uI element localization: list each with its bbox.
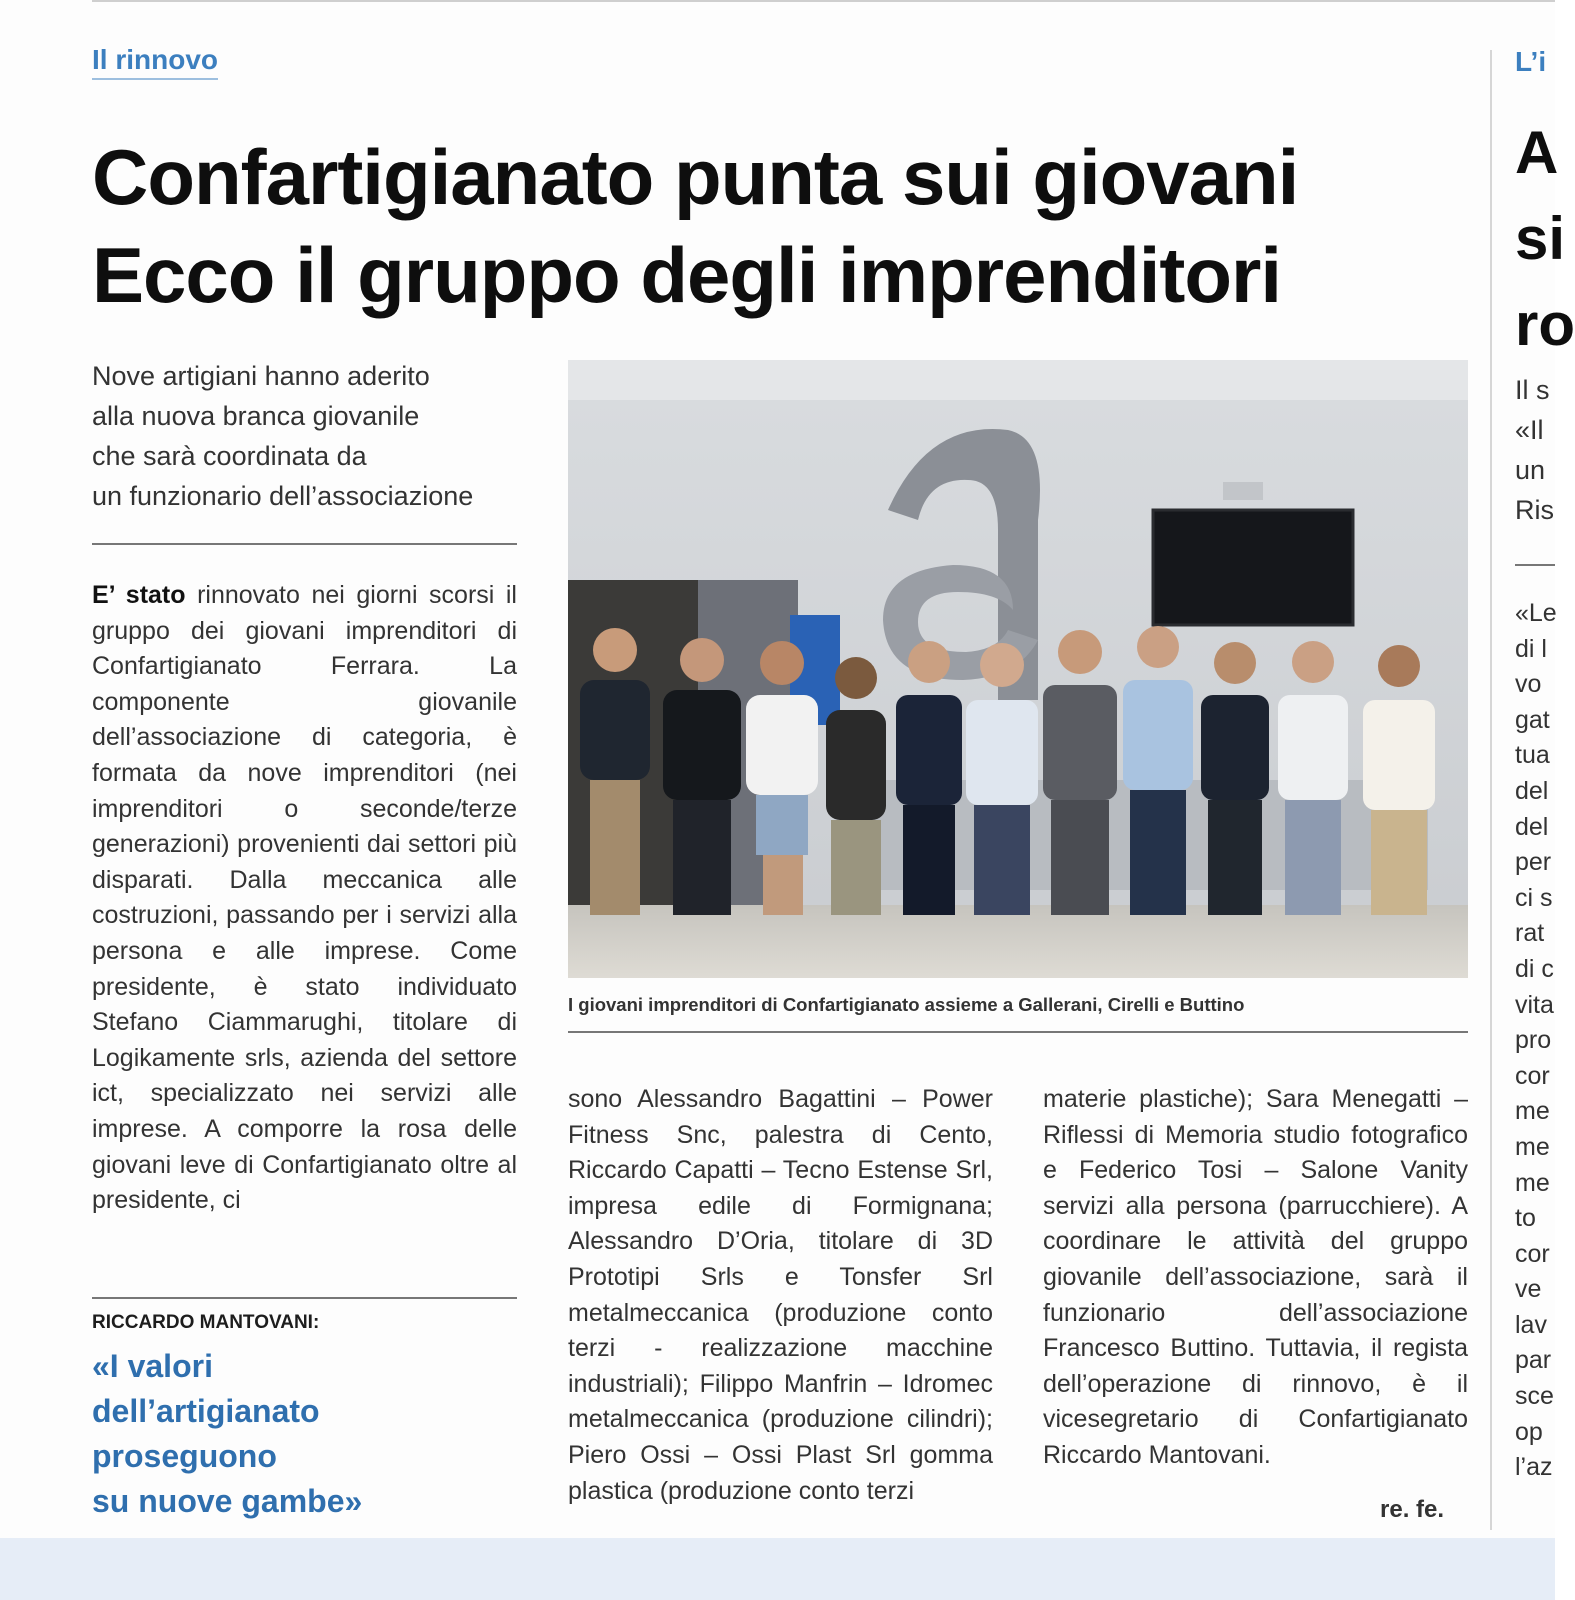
article-subhead xyxy=(92,356,522,516)
adjacent-subhead xyxy=(1515,370,1554,530)
pullquote-line: dell’artigianato xyxy=(92,1393,320,1429)
adjacent-subhead-line: un xyxy=(1515,455,1546,485)
pullquote xyxy=(92,1344,522,1524)
adjacent-body-line: «Le xyxy=(1515,599,1557,627)
adjacent-body-line: di c xyxy=(1515,954,1554,983)
body-column-1 xyxy=(92,578,517,1219)
adjacent-body-line: to xyxy=(1515,1204,1536,1233)
adjacent-body-line: del xyxy=(1515,776,1549,805)
column-divider xyxy=(1490,50,1492,1530)
adjacent-body-line: vita xyxy=(1515,990,1554,1019)
body-lead: E’ stato xyxy=(92,581,186,609)
adjacent-body-line: cor xyxy=(1515,1061,1550,1090)
adjacent-subhead-line: Il s xyxy=(1515,375,1550,405)
body-column-3 xyxy=(1043,1082,1468,1474)
adjacent-body-line: per xyxy=(1515,848,1552,877)
adjacent-subhead-line: «Il xyxy=(1515,415,1544,445)
group-photo xyxy=(568,360,1468,978)
adjacent-subhead-line: Ris xyxy=(1515,495,1554,525)
adjacent-body-line: l’az xyxy=(1515,1453,1553,1482)
pullquote-line: su nuove gambe» xyxy=(92,1483,363,1519)
adjacent-body-line: ci s xyxy=(1515,883,1553,912)
adjacent-body-line: sce xyxy=(1515,1382,1554,1411)
adjacent-body-line: rat xyxy=(1515,919,1545,948)
headline-line: Confartigianato punta sui giovani xyxy=(92,133,1299,221)
subhead-line: Nove artigiani hanno aderito xyxy=(92,361,430,391)
body-column-3-text: materie plastiche); Sara Menegatti – Riflessi di Memoria studio fotografico e Federico Tosi – Salone Vanity servizi alla persona (parrucchiere). A coordinare le attività del gruppo giovanile dell’associazione, sarà il funzionario dell’associazione Francesco Buttino. Tuttavia, il regista dell’operazione di rinnovo, è il vicesegretario di Confartigianato Riccardo Mantovani. xyxy=(1043,1085,1468,1469)
photo-caption: I giovani imprenditori di Confartigianato assieme a Gallerani, Cirelli e Buttino xyxy=(568,994,1245,1015)
subhead-line: un funzionario dell’associazione xyxy=(92,481,474,511)
adjacent-body-line: del xyxy=(1515,812,1549,841)
adjacent-body xyxy=(1515,596,1557,1486)
adjacent-body-line: tua xyxy=(1515,741,1550,770)
adjacent-body-line: me xyxy=(1515,1168,1550,1197)
adjacent-headline-line: si xyxy=(1515,205,1566,272)
adjacent-body-line: op xyxy=(1515,1417,1543,1446)
body-column-1-text: rinnovato nei giorni scorsi il gruppo dei giovani imprenditori di Confartigianato Ferrara. La componente giovanile dell’associazione di categoria, è formata da nove imprenditori (nei imprenditori o seconde/terze generazioni) provenienti dai settori più disparati. Dalla meccanica alle costruzioni, passando per i servizi alla persona e alle imprese. Come presidente, è stato individuato Stefano Ciammarughi, titolare di Logikamente srls, azienda del settore ict, specializzato nei servizi alle imprese. A comporre la rosa delle giovani leve di Confartigianato oltre al presidente, ci xyxy=(92,581,517,1215)
group-photo-illustration xyxy=(568,360,1468,978)
adjacent-kicker: L’i xyxy=(1515,46,1547,77)
article-kicker: Il rinnovo xyxy=(92,44,218,80)
adjacent-body-line: pro xyxy=(1515,1026,1552,1055)
adjacent-body-line: di l xyxy=(1515,634,1547,663)
adjacent-body-line: lav xyxy=(1515,1310,1547,1339)
body-column-2 xyxy=(568,1082,993,1509)
subhead-line: alla nuova branca giovanile xyxy=(92,401,420,431)
adjacent-body-line: vo xyxy=(1515,670,1542,699)
adjacent-rule xyxy=(1515,564,1555,566)
adjacent-body-line: gat xyxy=(1515,705,1550,734)
adjacent-article xyxy=(1515,0,1575,1530)
pullquote-rule xyxy=(92,1297,517,1299)
top-rule xyxy=(92,0,1555,2)
article-headline xyxy=(92,128,1472,324)
pullquote-byline: RICCARDO MANTOVANI: xyxy=(92,1312,320,1333)
footer-band xyxy=(0,1538,1555,1600)
subhead-rule xyxy=(92,543,517,545)
caption-rule xyxy=(568,1031,1468,1033)
body-column-2-text: sono Alessandro Bagattini – Power Fitness Snc, palestra di Cento, Riccardo Capatti – Tecno Estense Srl, impresa edile di Formignana; Alessandro D’Oria, titolare di 3D Prototipi Srls e Tonsfer Srl metalmeccanica (produzione conto terzi - realizzazione macchine industriali); Filippo Manfrin – Idromec metalmeccanica (produzione cilindri); Piero Ossi – Ossi Plast Srl gomma plastica (produzione conto terzi xyxy=(568,1085,993,1505)
adjacent-body-line: me xyxy=(1515,1097,1550,1126)
headline-line: Ecco il gruppo degli imprenditori xyxy=(92,231,1282,319)
adjacent-body-line: par xyxy=(1515,1346,1552,1375)
article-signature: re. fe. xyxy=(1380,1496,1445,1523)
adjacent-body-line: me xyxy=(1515,1132,1550,1161)
adjacent-headline-line: A xyxy=(1515,119,1559,186)
pullquote-line: proseguono xyxy=(92,1438,277,1474)
pullquote-line: «I valori xyxy=(92,1348,213,1384)
adjacent-body-line: ve xyxy=(1515,1275,1542,1304)
subhead-line: che sarà coordinata da xyxy=(92,441,367,471)
adjacent-headline-line: ro xyxy=(1515,291,1575,358)
adjacent-body-line: cor xyxy=(1515,1239,1550,1268)
adjacent-headline xyxy=(1515,110,1575,368)
